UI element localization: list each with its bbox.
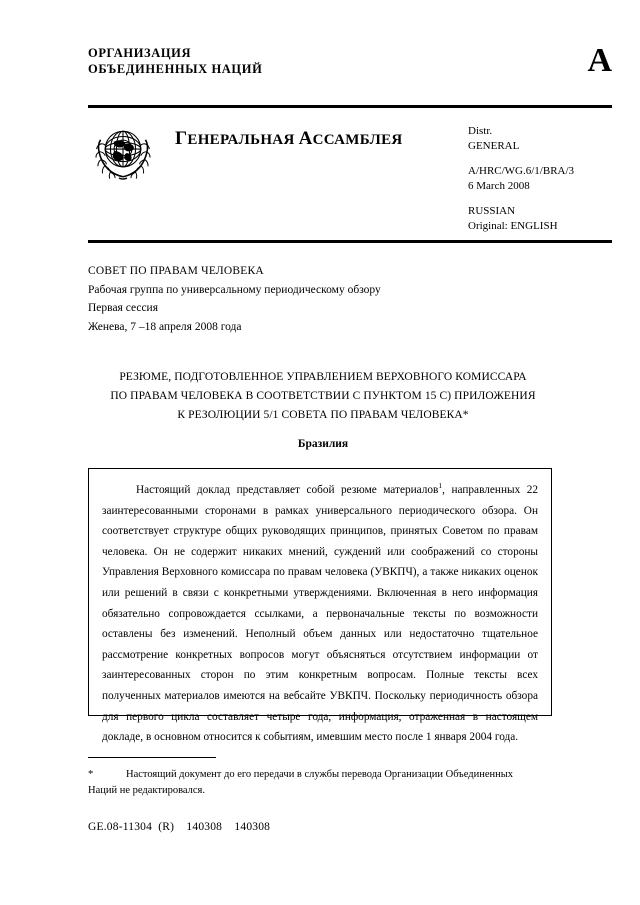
general-assembly-title [175, 128, 403, 150]
document-series-symbol: A [587, 42, 612, 79]
document-language: RUSSIAN [468, 205, 516, 217]
organization-name [88, 45, 552, 77]
distribution-value: GENERAL [468, 139, 520, 152]
footnote-marker: * [88, 769, 94, 780]
summary-part1: Настоящий доклад представляет собой резюме материалов [136, 484, 439, 496]
document-title-line1: РЕЗЮМЕ, ПОДГОТОВЛЕННОЕ УПРАВЛЕНИЕМ ВЕРХОВНОГО КОМИССАРА [119, 371, 527, 383]
summary-part2: , направленных 22 заинтересованными сторонами в рамках универсального периодического обзора. Он соответствует структуре общих руководящих принципов, принятых Советом по правам человека. Он не содержит никаких мнений, суждений или соображений со стороны Управления Верховного комиссара по правам человека (УВКПЧ), а также никаких оценок или решений в связи с конкретными утверждениями. Включенная в него информация обязательно сопровождается ссылками, а первоначальные тексты по возможности оставлены без изменений. Неполный объем данных или недостаточно тщательное рассмотрение конкретных вопросов могут объясняться отсутствием информации от заинтересованных сторон по этим конкретным вопросам. Полные тексты всех полученных материалов имеются на вебсайте УВКПЧ. Поскольку периодичность обзора для первого цикла составляет четыре года, информация, отраженная в настоящем докладе, в основном относится к событиям, имевшим место после 1 января 2004 года. [102, 484, 539, 744]
un-emblem [90, 120, 156, 186]
footnote-text: Настоящий документ до его передачи в службы перевода Организации Объединенных Наций не редактировался. [88, 769, 514, 796]
distribution-group [468, 124, 574, 153]
summary-box [88, 468, 552, 744]
council-session-block [88, 262, 381, 336]
document-symbol-code: A/HRC/WG.6/1/BRA/3 [468, 165, 575, 177]
symbol-group [468, 164, 574, 193]
document-original-language: Original: ENGLISH [468, 219, 558, 232]
ga-title-rest1: ЕНЕРАЛЬНАЯ [187, 132, 299, 148]
working-group-name: Рабочая группа по универсальному периодическому обзору [88, 283, 381, 296]
organization-name-line1: ОРГАНИЗАЦИЯ [88, 46, 192, 60]
job-number: GE.08-11304 (R) 140308 140308 [88, 821, 271, 833]
ga-title-second-cap: А [298, 128, 313, 149]
document-title-line3: К РЕЗОЛЮЦИИ 5/1 СОВЕТА ПО ПРАВАМ ЧЕЛОВЕКА* [177, 409, 469, 421]
council-name: СОВЕТ ПО ПРАВАМ ЧЕЛОВЕКА [88, 265, 264, 277]
footnote-separator-rule [88, 757, 216, 758]
header-rule-top [88, 105, 612, 108]
language-group [468, 204, 574, 233]
footnote-asterisk [88, 767, 518, 799]
footnote-reference-1: 1 [438, 481, 443, 491]
ga-title-rest2: ССАМБЛЕЯ [312, 132, 403, 148]
session-name: Первая сессия [88, 302, 158, 314]
distribution-label: Distr. [468, 125, 493, 137]
country-heading: Бразилия [297, 438, 349, 450]
header-rule-bottom [88, 240, 612, 243]
organization-name-line2: ОБЪЕДИНЕННЫХ НАЦИЙ [88, 62, 263, 76]
summary-paragraph [89, 469, 551, 748]
ga-title-first-cap: Г [175, 128, 188, 149]
document-title [88, 368, 558, 425]
document-title-line2: ПО ПРАВАМ ЧЕЛОВЕКА В СООТВЕТСТВИИ С ПУНКТОМ 15 C) ПРИЛОЖЕНИЯ [110, 390, 536, 402]
distribution-block [468, 124, 574, 233]
session-location-dates: Женева, 7 –18 апреля 2008 года [88, 320, 242, 333]
document-date: 6 March 2008 [468, 179, 530, 192]
